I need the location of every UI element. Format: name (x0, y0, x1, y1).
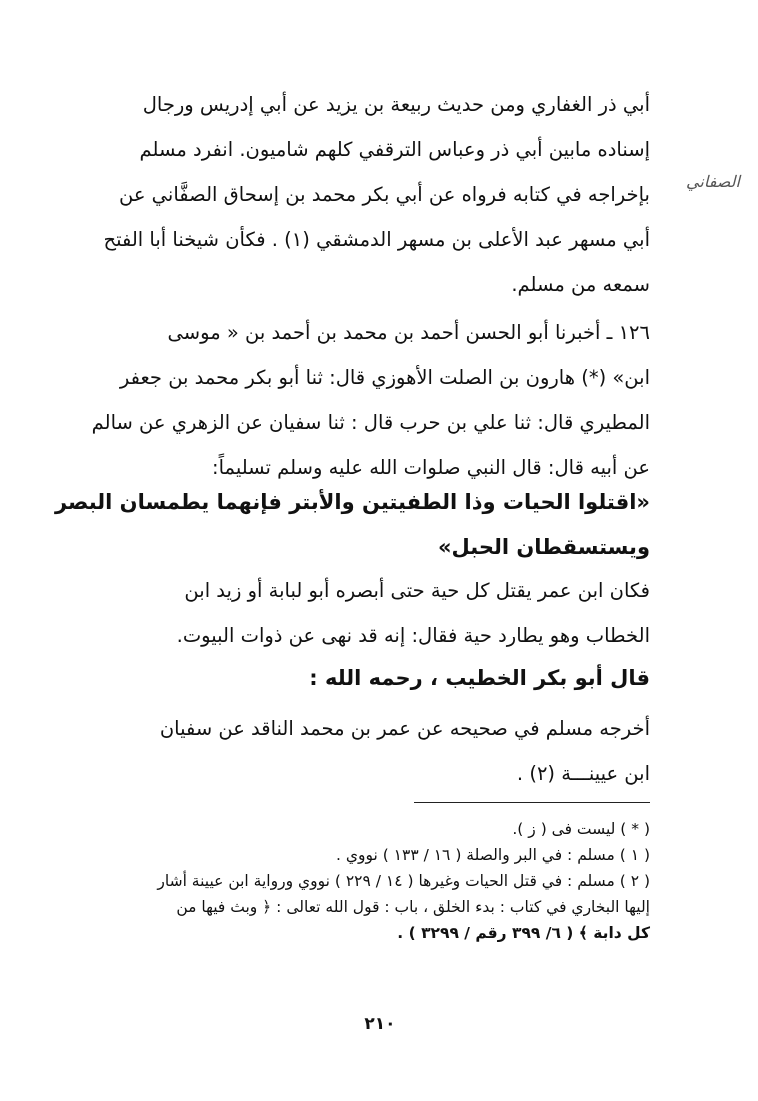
paragraph-3 (78, 568, 650, 658)
text-line: بإخراجه في كتابه فرواه عن أبي بكر محمد بن إسحاق الصفَّاني عن (119, 183, 650, 206)
section-heading: قال أبو بكر الخطيب ، رحمه الله : (309, 666, 650, 690)
footnote-divider (414, 802, 650, 803)
paragraph-2 (78, 310, 650, 490)
hadith-quote (54, 480, 650, 570)
text-line: ويستسقطان الحبل» (437, 535, 650, 559)
text-line: أبي مسهر عبد الأعلى بن مسهر الدمشقي (١) . فكأن شيخنا أبا الفتح (103, 228, 650, 251)
text-line: «اقتلوا الحيات وذا الطفيتين والأبتر فإنهما يطمسان البصر (54, 490, 650, 514)
text-line: إسناده مابين أبي ذر وعباس الترقفي كلهم شاميون. انفرد مسلم (139, 138, 650, 161)
text-line: أبي ذر الغفاري ومن حديث ربيعة بن يزيد عن أبي إدريس ورجال (142, 93, 650, 116)
margin-annotation: الصفاني (686, 172, 740, 191)
text-line: ١٢٦ ـ أخبرنا أبو الحسن أحمد بن محمد بن أحمد بن « موسى (167, 321, 650, 344)
footnote: ( * ) ليست فى ( ز ). (512, 820, 650, 838)
text-line: سمعه من مسلم. (511, 273, 650, 296)
footnote: ( ٢ ) مسلم : في قتل الحيات وغيرها ( ١٤ / ٢٢٩ ) نووي ورواية ابن عيينة أشار (157, 872, 650, 890)
text-line: المطيري قال: ثنا علي بن حرب قال : ثنا سفيان عن الزهري عن سالم (91, 411, 650, 434)
text-line: ابن عيينـــة (٢) . (516, 762, 650, 785)
paragraph-1 (78, 82, 650, 307)
footnote: كل دابة ﴾ ( ٦/ ٣٩٩ رقم / ٣٢٩٩ ) . (397, 924, 650, 942)
footnote: إليها البخاري في كتاب : بدء الخلق ، باب : قول الله تعالى : ﴿ وبث فيها من (176, 898, 650, 916)
text-line: أخرجه مسلم في صحيحه عن عمر بن محمد الناقد عن سفيان (159, 717, 650, 740)
paragraph-4 (78, 706, 650, 796)
text-line: فكان ابن عمر يقتل كل حية حتى أبصره أبو لبابة أو زيد ابن (184, 579, 650, 602)
text-line: عن أبيه قال: قال النبي صلوات الله عليه وسلم تسليماً: (212, 456, 650, 479)
text-line: ابن» (*) هارون بن الصلت الأهوزي قال: ثنا أبو بكر محمد بن جعفر (119, 366, 650, 389)
page-number: ٢١٠ (364, 1014, 396, 1034)
footnotes (78, 816, 650, 946)
footnote: ( ١ ) مسلم : في البر والصلة ( ١٦ / ١٣٣ ) نووي . (335, 846, 650, 864)
text-line: الخطاب وهو يطارد حية فقال: إنه قد نهى عن ذوات البيوت. (176, 624, 650, 647)
